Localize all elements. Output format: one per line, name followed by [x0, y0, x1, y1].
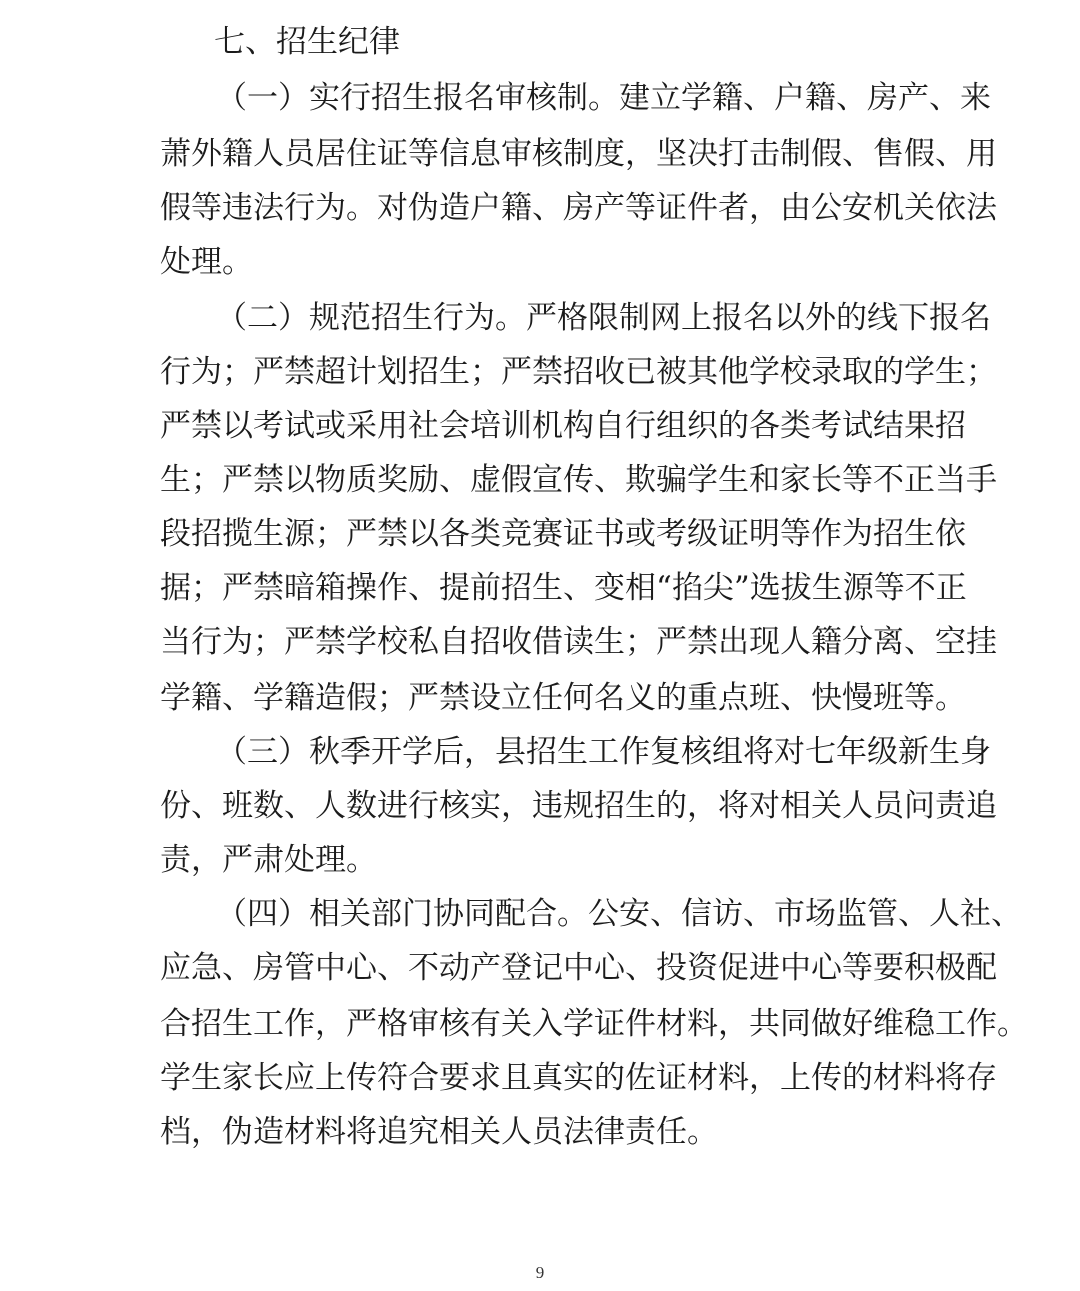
- paragraph-line: 学籍、学籍造假；严禁设立任何名义的重点班、快慢班等。: [160, 680, 966, 716]
- paragraph-line: （二）规范招生行为。严格限制网上报名以外的线下报名: [216, 300, 991, 336]
- page-number: 9: [535, 1263, 545, 1282]
- paragraph-line: 严禁以考试或采用社会培训机构自行组织的各类考试结果招: [160, 408, 966, 444]
- paragraph-line: 当行为；严禁学校私自招收借读生；严禁出现人籍分离、空挂: [160, 624, 997, 660]
- paragraph-line: （三）秋季开学后，县招生工作复核组将对七年级新生身: [216, 734, 991, 770]
- section-title: 七、招生纪律: [214, 24, 400, 60]
- paragraph-line: 处理。: [160, 244, 253, 280]
- paragraph-line: 学生家长应上传符合要求且真实的佐证材料，上传的材料将存: [160, 1060, 997, 1096]
- paragraph-line: 合招生工作，严格审核有关入学证件材料，共同做好维稳工作。: [160, 1006, 1028, 1042]
- paragraph-line: 行为；严禁超计划招生；严禁招收已被其他学校录取的学生；: [160, 354, 997, 390]
- paragraph-line: 应急、房管中心、不动产登记中心、投资促进中心等要积极配: [160, 950, 997, 986]
- paragraph-line: 责，严肃处理。: [160, 842, 377, 878]
- paragraph-line: 萧外籍人员居住证等信息审核制度，坚决打击制假、售假、用: [160, 136, 997, 172]
- paragraph-line: 假等违法行为。对伪造户籍、房产等证件者，由公安机关依法: [160, 190, 997, 226]
- paragraph-line: （四）相关部门协同配合。公安、信访、市场监管、人社、: [216, 896, 1022, 932]
- paragraph-line: （一）实行招生报名审核制。建立学籍、户籍、房产、来: [216, 80, 991, 116]
- paragraph-line: 据；严禁暗箱操作、提前招生、变相“掐尖”选拔生源等不正: [160, 570, 967, 606]
- paragraph-line: 档，伪造材料将追究相关人员法律责任。: [160, 1114, 718, 1150]
- paragraph-line: 份、班数、人数进行核实，违规招生的，将对相关人员问责追: [160, 788, 997, 824]
- paragraph-line: 段招揽生源；严禁以各类竞赛证书或考级证明等作为招生依: [160, 516, 966, 552]
- paragraph-line: 生；严禁以物质奖励、虚假宣传、欺骗学生和家长等不正当手: [160, 462, 997, 498]
